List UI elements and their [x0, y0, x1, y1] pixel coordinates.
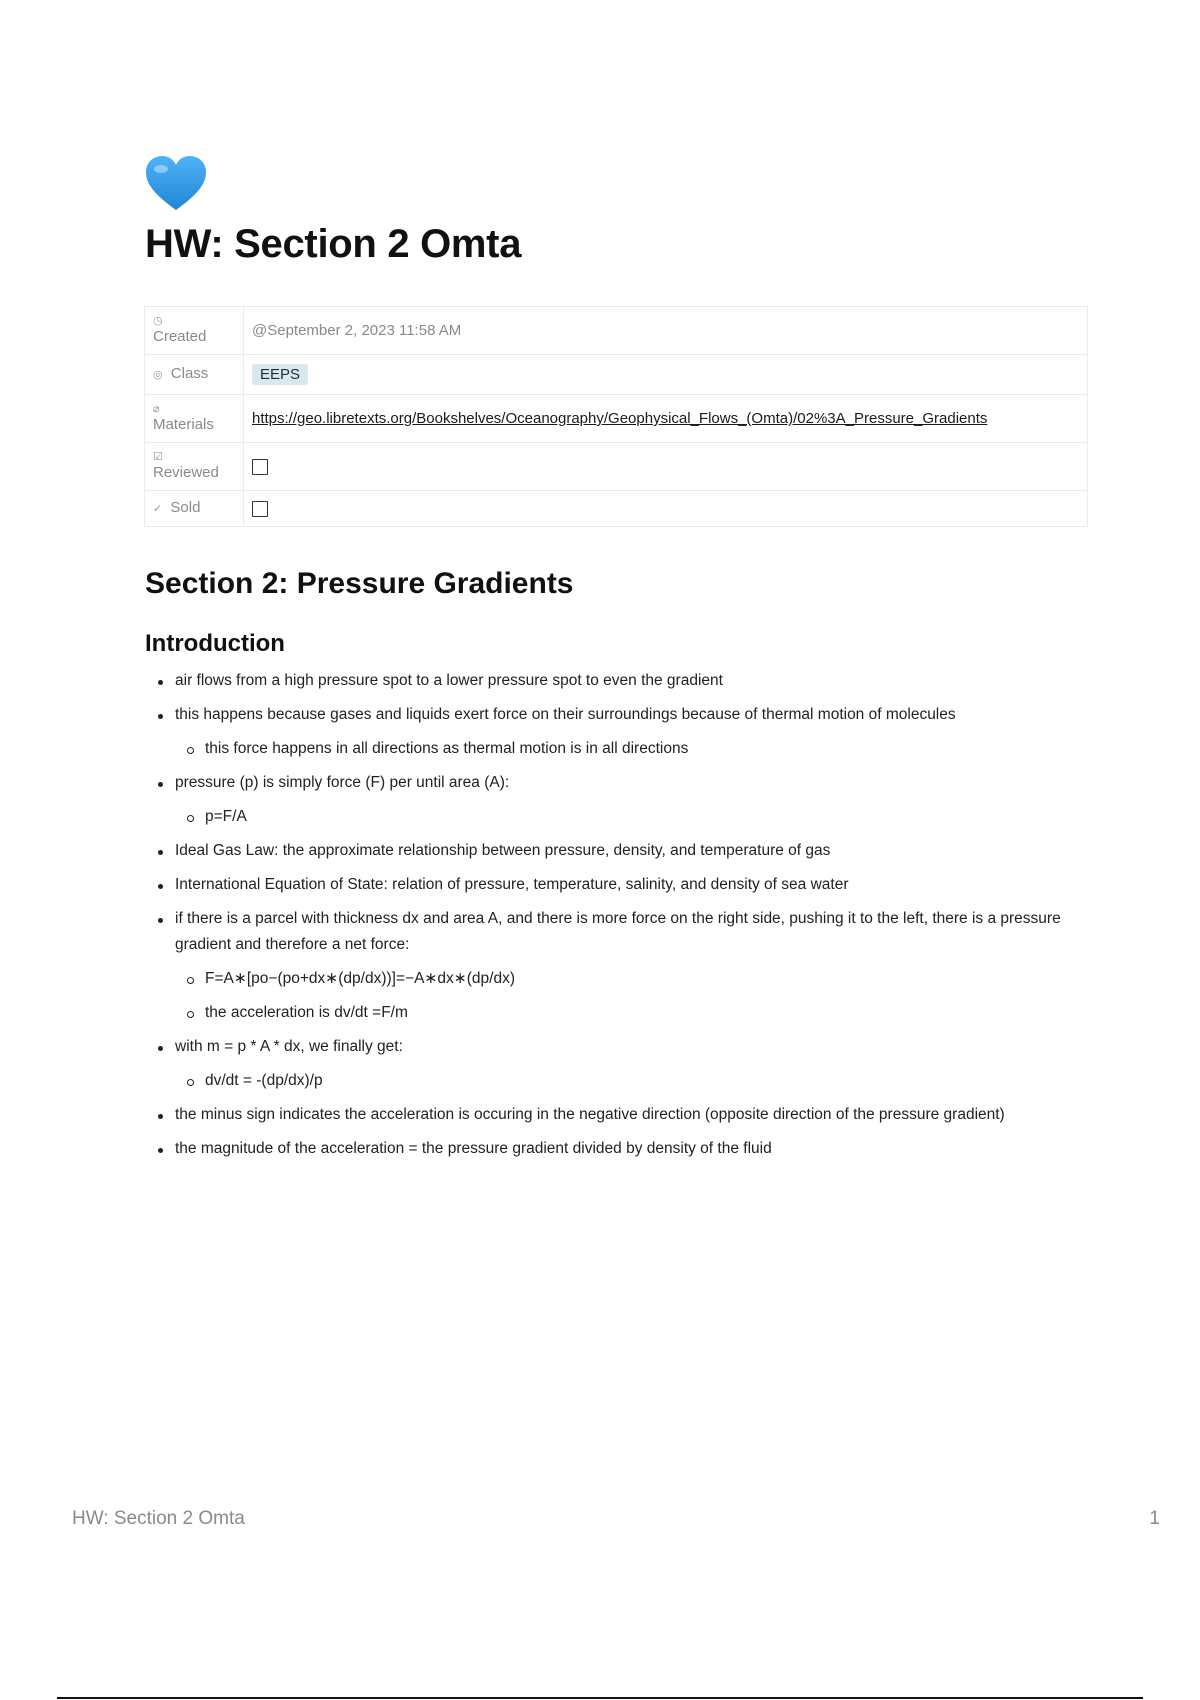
- property-value-reviewed: [244, 443, 1088, 491]
- property-row-reviewed: [145, 443, 1088, 491]
- clock-icon: ◷: [153, 315, 163, 327]
- property-name-class: [145, 355, 244, 395]
- target-icon: ◎: [153, 369, 163, 381]
- property-row-sold: [145, 491, 1088, 527]
- property-row-class: [145, 355, 1088, 395]
- list-item: International Equation of State: relation of pressure, temperature, salinity, and density of sea water: [145, 872, 1090, 898]
- property-label-created: Created: [153, 328, 207, 345]
- footer-title: HW: Section 2 Omta: [72, 1508, 245, 1529]
- property-name-sold: [145, 491, 244, 527]
- list-item-nested: p=F/A: [145, 804, 1090, 830]
- property-name-materials: [145, 395, 244, 443]
- section-heading: Section 2: Pressure Gradients: [145, 567, 574, 600]
- list-item: the magnitude of the acceleration = the pressure gradient divided by density of the fluid: [145, 1136, 1090, 1162]
- property-row-created: [145, 307, 1088, 355]
- property-name-reviewed: [145, 443, 244, 491]
- property-label-sold: Sold: [170, 499, 201, 516]
- list-item: this happens because gases and liquids exert force on their surroundings because of thermal motion of molecules: [145, 702, 1090, 728]
- property-label-materials: Materials: [153, 416, 214, 433]
- list-item: pressure (p) is simply force (F) per until area (A):: [145, 770, 1090, 796]
- sold-checkbox[interactable]: [252, 501, 268, 517]
- blue-heart-icon: [144, 154, 208, 212]
- list-item: Ideal Gas Law: the approximate relationship between pressure, density, and temperature of gas: [145, 838, 1090, 864]
- created-date: @September 2, 2023 11:58 AM: [252, 322, 462, 339]
- list-item-nested: dv/dt = -(dp/dx)/p: [145, 1068, 1090, 1094]
- property-value-class[interactable]: [244, 355, 1088, 395]
- property-value-sold: [244, 491, 1088, 527]
- page-title: HW: Section 2 Omta: [145, 222, 522, 266]
- checkbox-icon: ☑: [153, 451, 163, 463]
- introduction-heading: Introduction: [145, 630, 285, 657]
- list-item-nested: the acceleration is dv/dt =F/m: [145, 1000, 1090, 1026]
- property-label-reviewed: Reviewed: [153, 464, 219, 481]
- bottom-rule: [57, 1697, 1143, 1699]
- page-number: 1: [1149, 1508, 1160, 1529]
- list-item-nested: F=A∗[po−(po+dx∗(dp/dx))]=−A∗dx∗(dp/dx): [145, 966, 1090, 992]
- properties-table: [144, 306, 1088, 527]
- property-value-created[interactable]: [244, 307, 1088, 355]
- list-item-nested: this force happens in all directions as thermal motion is in all directions: [145, 736, 1090, 762]
- list-item: with m = p * A * dx, we finally get:: [145, 1034, 1090, 1060]
- blue-heart-shape: [144, 154, 208, 212]
- paperclip-icon: ⌀: [153, 403, 160, 415]
- property-name-created: [145, 307, 244, 355]
- reviewed-checkbox[interactable]: [252, 459, 268, 475]
- list-item: if there is a parcel with thickness dx and area A, and there is more force on the right side, pushing it to the left, there is a pressure gradient and therefore a net force:: [145, 906, 1090, 958]
- materials-link[interactable]: https://geo.libretexts.org/Bookshelves/Oceanography/Geophysical_Flows_(Omta)/02%3A_Pressure_Gradients: [252, 410, 988, 427]
- list-item: the minus sign indicates the acceleration is occuring in the negative direction (opposite direction of the pressure gradient): [145, 1102, 1090, 1128]
- property-label-class: Class: [170, 365, 209, 382]
- list-item: air flows from a high pressure spot to a lower pressure spot to even the gradient: [145, 668, 1090, 694]
- class-tag[interactable]: EEPS: [252, 364, 308, 385]
- check-circle-icon: ✓: [153, 503, 163, 515]
- bullet-list: [145, 668, 1090, 1170]
- property-value-materials: [244, 395, 1088, 443]
- property-row-materials: [145, 395, 1088, 443]
